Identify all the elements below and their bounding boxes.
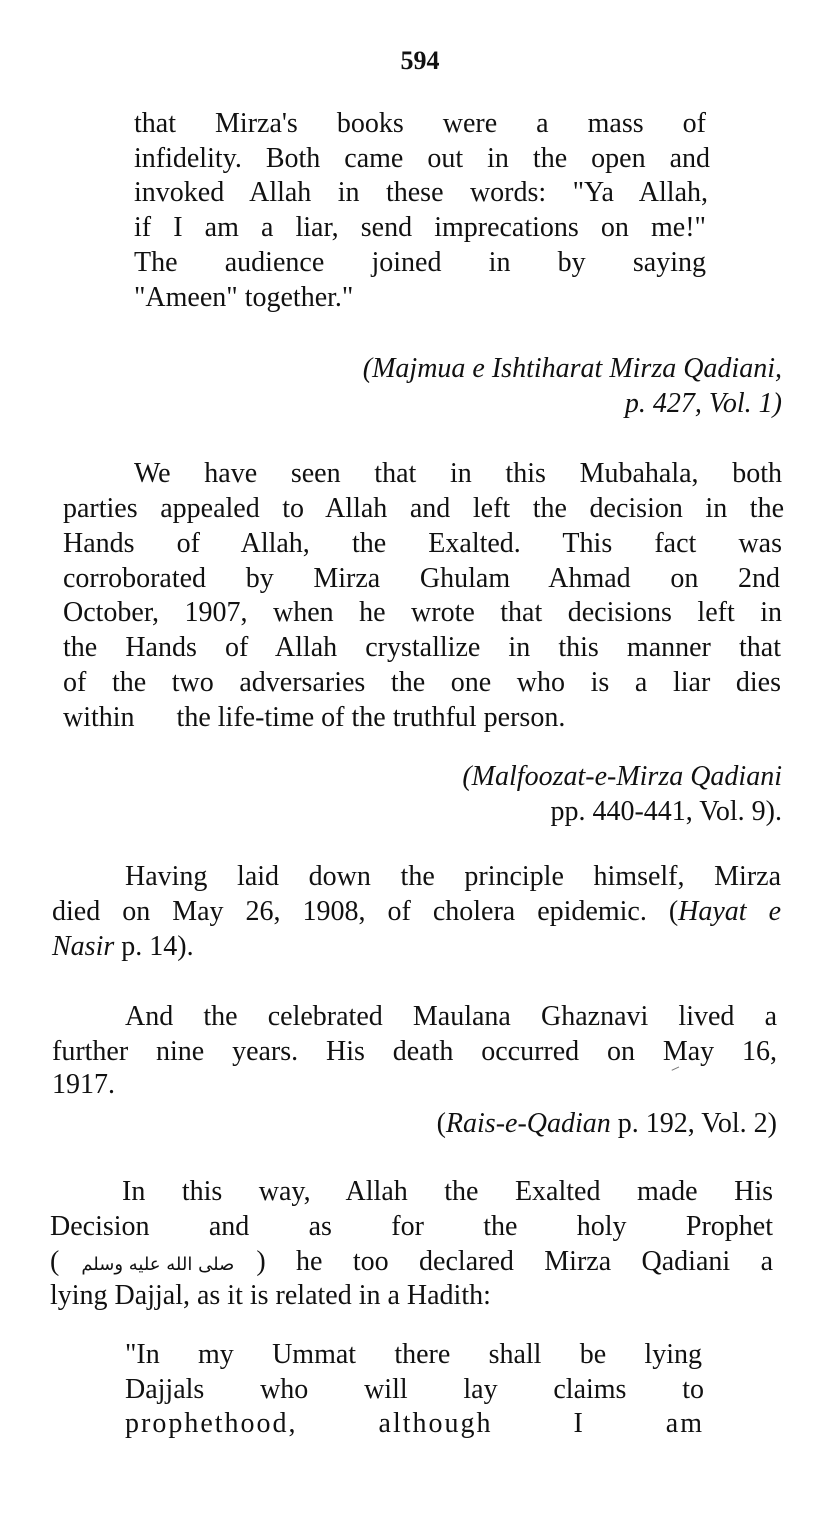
citation-line: (Majmua e Ishtiharat Mirza Qadiani, bbox=[362, 353, 782, 384]
source-title: Hayat e bbox=[678, 896, 782, 927]
paragraph-line: within the life-time of the truthful person. bbox=[63, 702, 566, 733]
arabic-salutation: صلى الله عليه وسلم bbox=[81, 1254, 235, 1275]
paragraph-line bbox=[52, 930, 194, 964]
quote-line: if I am a liar, send imprecations on me!" bbox=[134, 212, 706, 243]
paragraph-line: ( صلى الله عليه وسلم ) he too declared Mirza Qadiani a bbox=[50, 1245, 773, 1282]
paragraph-line: Hands of Allah, the Exalted. This fact was bbox=[63, 528, 782, 559]
paragraph-line: And the celebrated Maulana Ghaznavi lived a bbox=[125, 1001, 777, 1032]
quote-line: "Ameen" together." bbox=[134, 282, 354, 313]
paragraph-line: We have seen that in this Mubahala, both bbox=[134, 458, 782, 489]
paragraph-line bbox=[52, 895, 781, 929]
quote-line: invoked Allah in these words: "Ya Allah, bbox=[134, 177, 708, 208]
quote-line: that Mirza's books were a mass of bbox=[134, 108, 706, 139]
quote-line: infidelity. Both came out in the open and bbox=[134, 143, 710, 174]
citation-rais-e-qadian: (Rais-e-Qadian p. 192, Vol. 2) bbox=[436, 1108, 777, 1139]
citation-line: (Malfoozat-e-Mirza Qadiani bbox=[462, 761, 782, 792]
citation-line: p. 427, Vol. 1) bbox=[624, 388, 782, 419]
quote-line: The audience joined in by saying bbox=[134, 247, 706, 278]
paragraph-text: p. 14). bbox=[114, 931, 194, 962]
paragraph-line: lying Dajjal, as it is related in a Hadith: bbox=[50, 1280, 491, 1311]
quote-line: Dajjals who will lay claims to bbox=[125, 1374, 704, 1405]
paragraph-line: parties appealed to Allah and left the decision in the bbox=[63, 493, 784, 524]
source-title: Nasir bbox=[52, 931, 115, 962]
citation-line: pp. 440-441, Vol. 9). bbox=[550, 796, 782, 827]
paragraph-line: the Hands of Allah crystallize in this manner that bbox=[63, 632, 781, 663]
paragraph-line: further nine years. His death occurred on May 16, bbox=[52, 1036, 777, 1067]
quote-line: prophethood, although I am bbox=[125, 1408, 704, 1439]
paragraph-line: of the two adversaries the one who is a liar dies bbox=[63, 667, 781, 698]
paragraph-text: died on May 26, 1908, of cholera epidemic. ( bbox=[52, 896, 679, 927]
paragraph-line: 1917. bbox=[52, 1069, 115, 1100]
paragraph-line: corroborated by Mirza Ghulam Ahmad on 2nd bbox=[63, 563, 780, 594]
paragraph-line: Having laid down the principle himself, Mirza bbox=[125, 861, 781, 892]
quote-line: "In my Ummat there shall be lying bbox=[125, 1339, 702, 1370]
paragraph-line: Decision and as for the holy Prophet bbox=[50, 1211, 773, 1242]
paragraph-line: October, 1907, when he wrote that decisions left in bbox=[63, 597, 782, 628]
source-title: Rais-e-Qadian bbox=[445, 1108, 611, 1139]
paragraph-line: In this way, Allah the Exalted made His bbox=[122, 1176, 773, 1207]
page-number: 594 bbox=[400, 46, 440, 75]
